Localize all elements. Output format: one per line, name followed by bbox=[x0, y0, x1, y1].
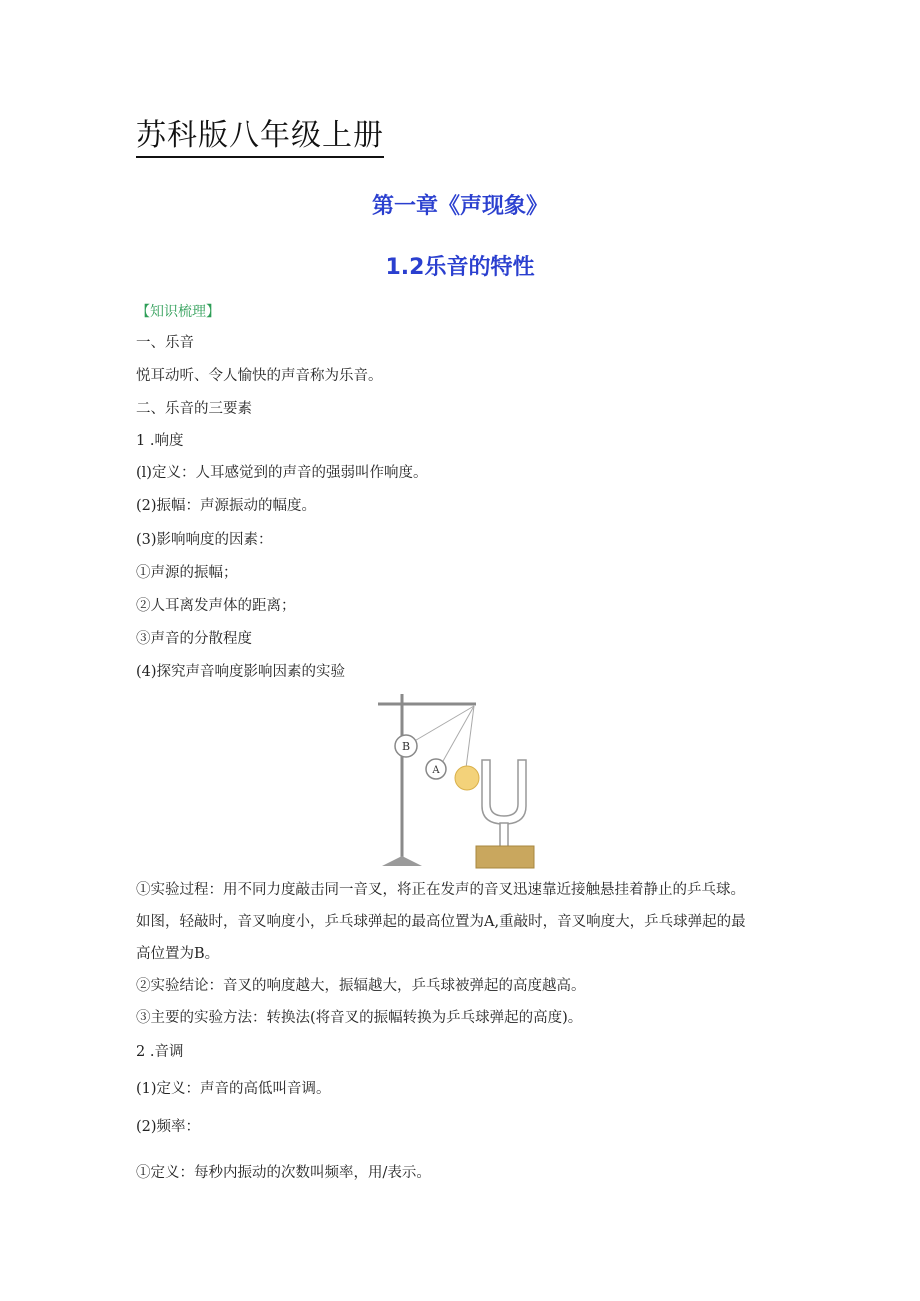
section-heading: 1.2乐音的特性 bbox=[385, 255, 535, 280]
paragraph-definition: 悦耳动听、令人愉快的声音称为乐音。 bbox=[136, 368, 383, 384]
loudness-amplitude: (2)振幅：声源振动的幅度。 bbox=[136, 498, 317, 514]
heading-music-sound: 一、乐音 bbox=[136, 335, 194, 351]
string-b bbox=[406, 706, 474, 746]
resonance-box bbox=[476, 846, 534, 868]
chapter-heading: 第一章《声现象》 bbox=[371, 194, 548, 219]
experiment-method: ③主要的实验方法：转换法(将音叉的振幅转换为乒乓球弹起的高度)。 bbox=[136, 1010, 583, 1026]
experiment-process-end: 高位置为B。 bbox=[136, 946, 220, 962]
tuning-fork-figure bbox=[378, 690, 540, 870]
experiment-process-cont: 如图，轻敲时，音叉响度小，乒乓球弹起的最高位置为A,重敲时，音叉响度大，乒乓球弹起的最 bbox=[136, 914, 746, 930]
ping-pong-ball bbox=[455, 766, 479, 790]
experiment-process: ①实验过程：用不同力度敲击同一音叉，将正在发声的音叉迅速靠近接触悬挂着静止的乒乓球。 bbox=[136, 882, 745, 898]
subheading-pitch: 2 .音调 bbox=[136, 1044, 184, 1060]
loudness-factors: (3)影响响度的因素： bbox=[136, 532, 273, 548]
label-b: B bbox=[401, 740, 411, 753]
stand-base bbox=[382, 856, 422, 866]
tuning-fork-diagram bbox=[378, 690, 540, 870]
string-a bbox=[438, 706, 474, 770]
experiment-conclusion: ②实验结论：音叉的响度越大，振辐越大，乒乓球被弹起的高度越高。 bbox=[136, 978, 586, 994]
experiment-heading: (4)探究声音响度影响因素的实验 bbox=[136, 664, 346, 680]
subheading-loudness: 1 .响度 bbox=[136, 433, 184, 449]
tuning-fork-stem bbox=[500, 823, 508, 849]
loudness-definition: (l)定义：人耳感觉到的声音的强弱叫作响度。 bbox=[136, 465, 428, 481]
knowledge-tag: 【知识梳理】 bbox=[136, 304, 220, 320]
pitch-frequency: (2)频率： bbox=[136, 1119, 201, 1135]
factor-item-3: ③声音的分散程度 bbox=[136, 631, 252, 647]
heading-three-elements: 二、乐音的三要素 bbox=[136, 401, 252, 417]
tuning-fork bbox=[482, 760, 526, 824]
factor-item-2: ②人耳离发声体的距离； bbox=[136, 598, 296, 614]
frequency-definition: ①定义：每秒内振动的次数叫频率，用/表示。 bbox=[136, 1165, 431, 1181]
string-rest bbox=[466, 706, 474, 768]
factor-item-1: ①声源的振幅； bbox=[136, 565, 238, 581]
label-a: A bbox=[432, 765, 440, 776]
document-title: 苏科版八年级上册 bbox=[136, 116, 384, 158]
pitch-definition: (1)定义：声音的高低叫音调。 bbox=[136, 1081, 331, 1097]
